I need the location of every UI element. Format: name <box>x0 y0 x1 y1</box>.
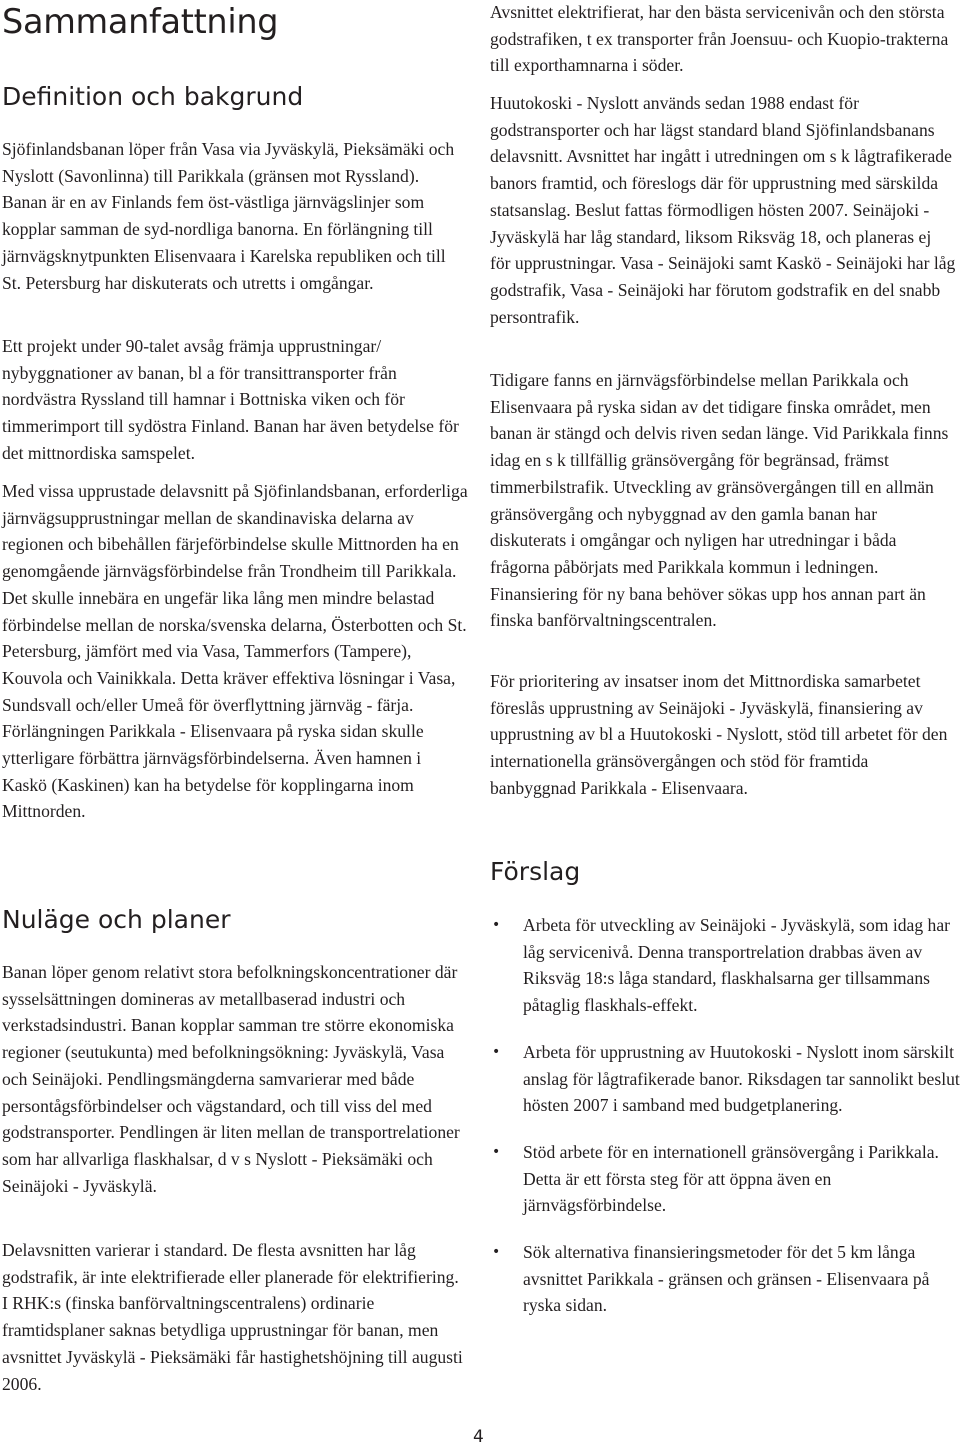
right-paragraph-3: Tidigare fanns en järnvägsförbindelse mellan Parikkala och Elisenvaara på ryska sidan av det tidigare finska området, men banan är stängd och delvis riven sedan länge. Vid Parikkala finns idag en s k tillfällig gränsövergång för begränsad, främst timmerbilstrafik. Utveckling av gränsövergången till en allmän gränsövergång och nybyggnad av den gamla banan har diskuterats i omgångar och nyligen har utredningar i båda frågorna påbörjats med Parikkala kommun i ledningen. Finansiering för ny bana behöver sökas upp hos annan part än finska banförvaltningscentralen. <box>490 370 949 631</box>
bullet-icon: • <box>492 917 501 933</box>
right-paragraph-4: För prioritering av insatser inom det Mittnordiska samarbetet föreslås upprustning av Seinäjoki - Jyväskylä, finansiering av upprustning av bl a Huutokoski - Nyslott, stöd till arbetet för den internationella gränsövergången och stöd för framtida banbyggnad Parikkala - Elisenvaara. <box>490 671 948 798</box>
nulage-paragraph-2: Delavsnitten varierar i standard. De flesta avsnitten har låg godstrafik, är inte elektrifierade eller planerade för elektrifiering. I RHK:s (finska banförvaltningscentralens) ordinarie framtidsplaner saknas betydliga upprustningar för banan, men avsnittet Jyväskylä - Pieksämäki får hastighetshöjning till augusti 2006. <box>2 1240 463 1394</box>
list-item <box>490 1139 960 1219</box>
proposal-list <box>490 912 960 1339</box>
nulage-paragraph-1: Banan löper genom relativt stora befolkningskoncentrationer där sysselsättningen domineras av metallbaserad industri och verkstadsindustri. Banan kopplar samman tre större ekonomiska regioner (seutukunta) med befolkningsökning: Jyväskylä, Vasa och Seinäjoki. Pendlingsmängderna samvarierar med både persontågsförbindelser och vägstandard, och till viss del med godstransporter. Pendlingen är liten mellan de transportrelationer som har allvarliga flaskhalsar, d v s Nyslott - Pieksämäki och Seinäjoki - Jyväskylä. <box>2 962 460 1196</box>
right-paragraph-1: Avsnittet elektrifierat, har den bästa servicenivån och den största godstrafiken, t ex transporter från Joensuu- och Kuopio-trakterna till exporthamnarna i söder. <box>490 2 949 76</box>
definition-heading: Definition och bakgrund <box>2 82 304 111</box>
page-title: Sammanfattning <box>2 2 279 41</box>
list-item <box>490 1039 960 1119</box>
definition-paragraph-3: Med vissa upprustade delavsnitt på Sjöfinlandsbanan, erforderliga järnvägsupprustningar mellan de skandinaviska delarna av regionen och bibehållen färjeförbindelse skulle Mittnorden ha en genomgående järnvägsförbindelse från Trondheim till Parikkala. Det skulle innebära en ungefär lika lång men mindre belastad förbindelse mellan de norska/svenska delarna, Österbotten och St. Petersburg, jämfört med via Vasa, Tammerfors (Tampere), Kouvola och Vainikkala. Detta kräver effektiva lösningar i Vasa, Sundsvall och/eller Umeå för överflyttning järnväg - färja. Förlängningen Parikkala - Elisenvaara på ryska sidan skulle ytterligare förbättra järnvägsförbindelserna. Även hamnen i Kaskö (Kaskinen) kan ha betydelse för kopplingarna inom Mittnorden. <box>2 481 468 822</box>
bullet-icon: • <box>492 1043 501 1060</box>
list-item-text: Arbeta för utveckling av Seinäjoki - Jyväskylä, som idag har låg servicenivå. Denna transportrelation drabbas även av Riksväg 18:s låga standard, flaskhalsarna ger tillsammans påtaglig flaskhals-effekt. <box>523 915 951 1016</box>
nulage-heading: Nuläge och planer <box>2 905 231 934</box>
list-item <box>490 912 960 1019</box>
list-item-text: Sök alternativa finansieringsmetoder för det 5 km långa avsnittet Parikkala - gränsen och gränsen - Elisenvaara på ryska sidan. <box>523 1242 930 1316</box>
bullet-icon: • <box>492 1143 501 1160</box>
list-item <box>490 1239 960 1319</box>
bullet-icon: • <box>492 1244 501 1261</box>
list-item-text: Stöd arbete för en internationell gränsövergång i Parikkala. Detta är ett första steg för att öppna även en järnvägsförbindelse. <box>523 1141 939 1216</box>
definition-paragraph-1: Sjöfinlandsbanan löper från Vasa via Jyväskylä, Pieksämäki och Nyslott (Savonlinna) till Parikkala (gränsen mot Ryssland). Banan är en av Finlands fem öst-västliga järnvägslinjer som kopplar samman de syd-nordliga banorna. En förlängning till järnvägsknytpunkten Elisenvaara i Karelska republiken och till St. Petersburg har diskuterats och utretts i omgångar. <box>2 139 455 293</box>
right-paragraph-2: Huutokoski - Nyslott används sedan 1988 endast för godstransporter och har lägst standard bland Sjöfinlandsbanans delavsnitt. Avsnittet har ingått i utredningen om s k lågtrafikerade banors framtid, och föreslogs där för upprustning med särskilda statsanslag. Beslut fattas förmodligen hösten 2007. Seinäjoki - Jyväskylä har låg standard, liksom Riksväg 18, och planeras ej för upprustningar. Vasa - Seinäjoki samt Kaskö - Seinäjoki har låg godstrafik, Vasa - Seinäjoki har förutom godstrafik en del snabb persontrafik. <box>490 93 956 327</box>
list-item-text: Arbeta för upprustning av Huutokoski - Nyslott inom särskilt anslag för lågtrafikerade banor. Riksdagen tar sannolikt beslut hösten 2007 i samband med budgetplanering. <box>523 1041 960 1116</box>
forslag-heading: Förslag <box>490 857 581 886</box>
page-number: 4 <box>473 1427 484 1447</box>
definition-paragraph-2: Ett projekt under 90-talet avsåg främja upprustningar/ nybyggnationer av banan, bl a för transittransporter från nordvästra Ryssland till hamnar i Bottniska viken och för timmerimport till sydöstra Finland. Banan har även betydelse för det mittnordiska samspelet. <box>2 336 459 463</box>
